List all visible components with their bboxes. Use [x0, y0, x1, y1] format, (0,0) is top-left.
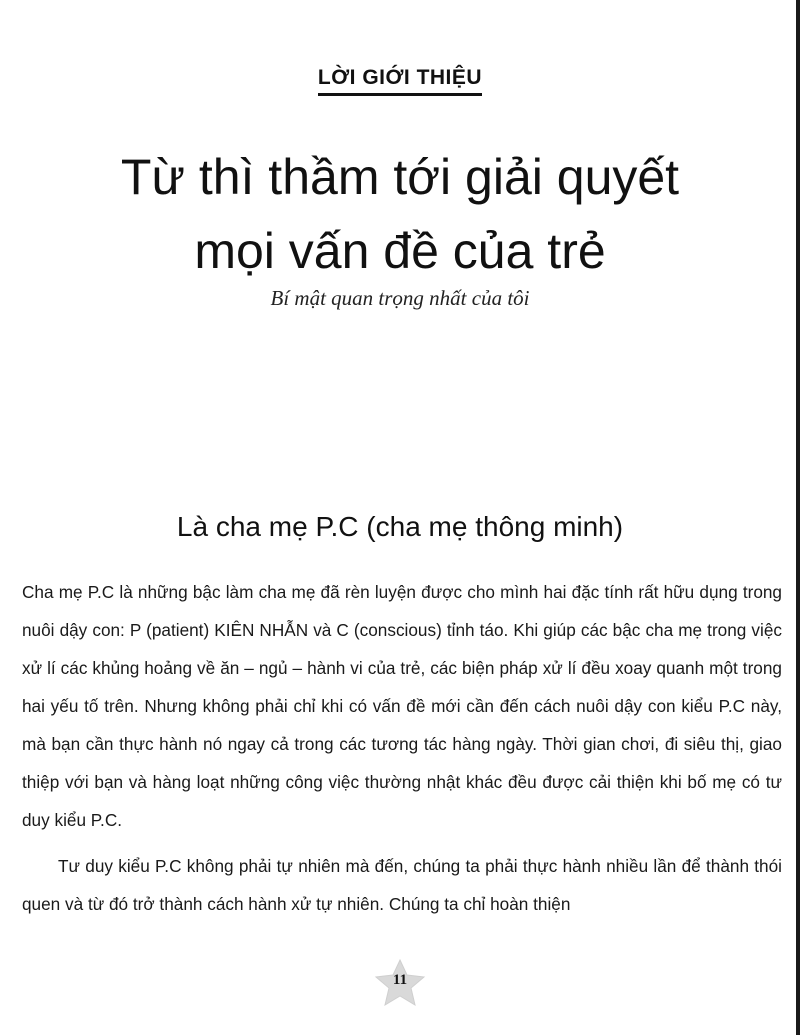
page-number-badge [370, 958, 430, 1008]
chapter-title [0, 140, 800, 288]
page-edge-shadow [796, 0, 800, 1035]
chapter-title-line-2: mọi vấn đề của trẻ [194, 223, 606, 279]
chapter-subtitle: Bí mật quan trọng nhất của tôi [270, 286, 530, 310]
section-heading: Là cha mẹ P.C (cha mẹ thông minh) [176, 511, 624, 542]
body-paragraph-1: Cha mẹ P.C là những bậc làm cha mẹ đã rèn luyện được cho mình hai đặc tính rất hữu dụng trong nuôi dậy con: P (patient) KIÊN NHẪN và C (conscious) tỉnh táo. Khi giúp các bậc cha mẹ trong việc xử lí các khủng hoảng về ăn – ngủ – hành vi của trẻ, các biện pháp xử lí đều xoay quanh một trong hai yếu tố trên. Nhưng không phải chỉ khi có vấn đề mới cần đến cách nuôi dậy con kiểu P.C này, mà bạn cần thực hành nó ngay cả trong các tương tác hàng ngày. Thời gian chơi, đi siêu thị, giao thiệp với bạn và hàng loạt những công việc thường nhật khác đều được cải thiện khi bố mẹ có tư duy kiểu P.C. [22, 582, 782, 830]
body-paragraph-2: Tư duy kiểu P.C không phải tự nhiên mà đến, chúng ta phải thực hành nhiều lần để thành thói quen và từ đó trở thành cách hành xử tự nhiên. Chúng ta chỉ hoàn thiện [22, 856, 782, 914]
chapter-kicker: LỜI GIỚI THIỆU [318, 66, 482, 96]
chapter-title-line-1: Từ thì thầm tới giải quyết [120, 149, 680, 205]
body-text [22, 573, 782, 923]
kicker-container [0, 66, 800, 96]
page-number: 11 [392, 972, 408, 988]
